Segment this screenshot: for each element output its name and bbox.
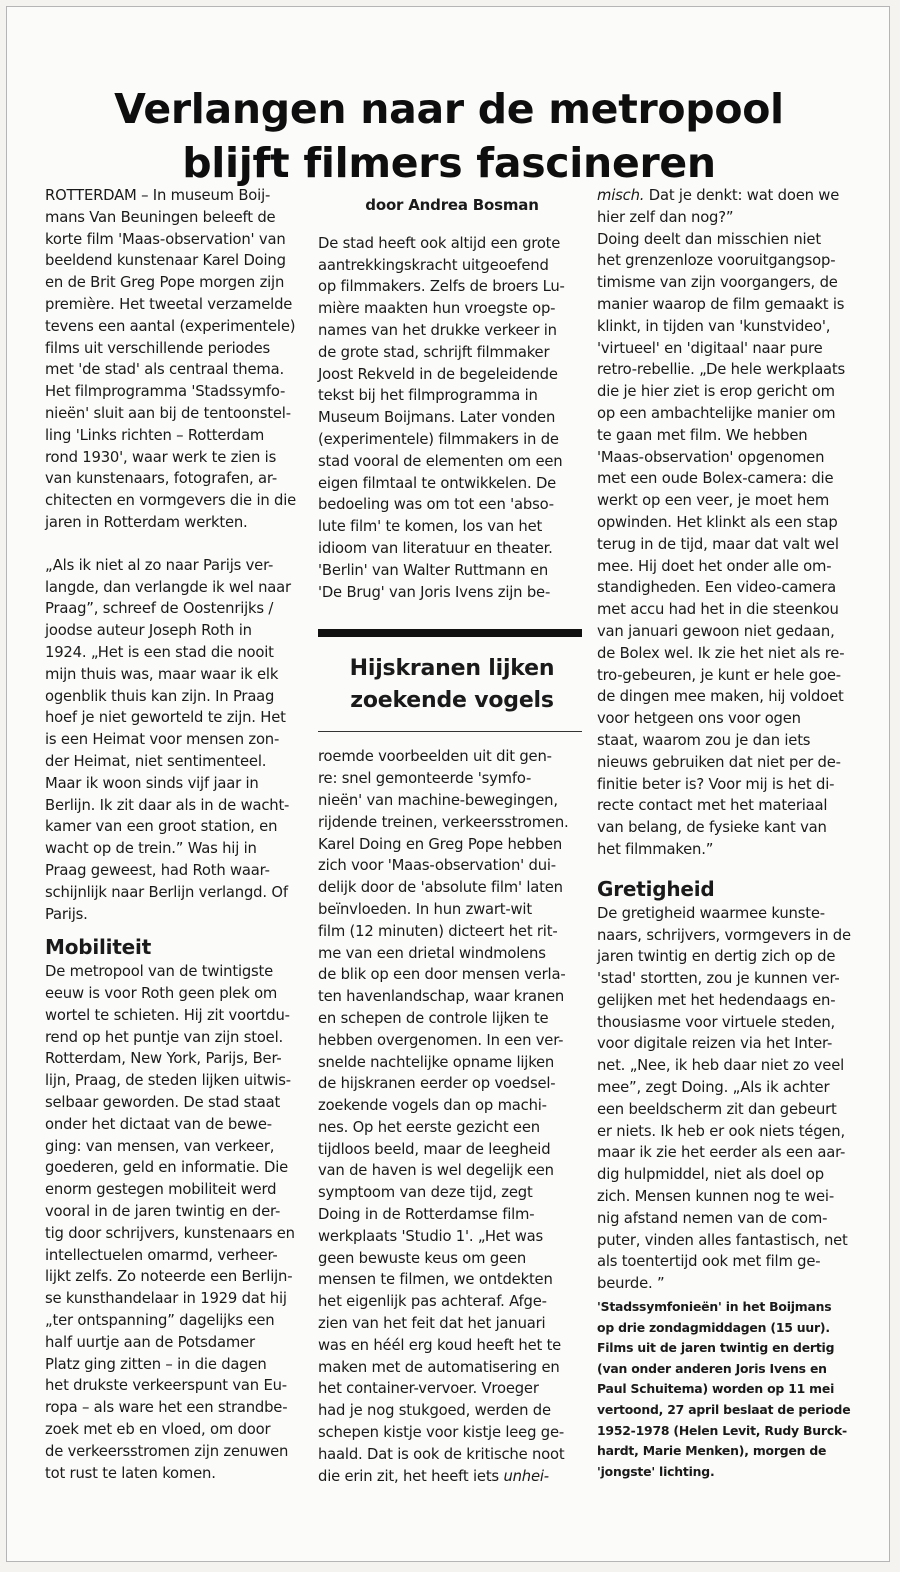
headline [7, 82, 891, 190]
text-line: de dingen mee maken, hij voldoet [597, 688, 844, 706]
text-line: delijk door de 'absolute film' laten [318, 879, 563, 897]
text-line: symptoom van deze tijd, zegt [318, 1184, 533, 1202]
text-line: Films uit de jaren twintig en dertig [597, 1340, 835, 1356]
text-line: wacht op de trein.” Was hij in [45, 840, 257, 858]
text-line: met 'de stad' als centraal thema. [45, 361, 284, 379]
text-line: me van een drietal windmolens [318, 944, 546, 962]
text-line: te gaan met film. We hebben [597, 426, 808, 444]
text-line: hardt, Marie Menken), morgen de [597, 1443, 827, 1459]
paragraph-mobiliteit [45, 961, 307, 1484]
text-line: standigheden. Een video-camera [597, 579, 837, 597]
paragraph-intro [45, 185, 307, 534]
text-line: (experimentele) filmmakers in de [318, 430, 559, 448]
text-line: 'stad' stortten, zou je kunnen ver- [597, 970, 840, 988]
text-line: Doing deelt dan misschien niet [597, 230, 821, 248]
text-line: mee”, zegt Doing. „Als ik achter [597, 1079, 830, 1097]
text-line: de verkeersstromen zijn zenuwen [45, 1442, 289, 1460]
text-line: en de Brit Greg Pope morgen zijn [45, 274, 285, 292]
text-line: snelde nachtelijke opname lijken [318, 1053, 555, 1071]
text-line: eigen filmtaal te ontwikkelen. De [318, 474, 557, 492]
text-line: première. Het tweetal verzamelde [45, 295, 293, 313]
text-line: bedoeling was om tot een 'abso- [318, 496, 554, 514]
text-line: ROTTERDAM – In museum Boij- [45, 187, 271, 204]
text-line: 'Stadssymfonieën' in het Boijmans [597, 1299, 832, 1315]
text-line: goederen, geld en informatie. Die [45, 1159, 289, 1177]
text-line: het container-vervoer. Vroeger [318, 1380, 539, 1398]
text-line: op filmmakers. Zelfs de broers Lu- [318, 278, 565, 296]
paragraph-examples [318, 746, 586, 1487]
text-line: mans Van Beuningen beleeft de [45, 208, 276, 226]
text-line: film (12 minuten) dicteert het rit- [318, 922, 558, 940]
text-line: schepen kistje voor kistje leeg ge- [318, 1424, 565, 1442]
text-line: lute film' te komen, los van het [318, 518, 543, 536]
text-line: op een ambachtelijke manier om [597, 404, 836, 422]
text-line: finitie beter is? Voor mij is het di- [597, 775, 835, 793]
text-line: de grote stad, schrijft filmmaker [318, 343, 550, 361]
text-line: joodse auteur Joseph Roth in [45, 622, 252, 640]
text-line: Praag”, schreef de Oostenrijks / [45, 600, 274, 618]
text-line: van januari gewoon niet gedaan, [597, 622, 835, 640]
text-line: Platz ging zitten – in die dagen [45, 1355, 267, 1373]
text-line: Parijs. [45, 905, 88, 923]
text-line: er niets. Ik heb er ook niets tégen, [597, 1122, 845, 1140]
text-line: films uit verschillende periodes [45, 339, 270, 357]
text-line: beeldend kunstenaar Karel Doing [45, 252, 286, 270]
text-line: mensen te filmen, we ontdekten [318, 1271, 553, 1289]
text-line: schijnlijk naar Berlijn verlangd. Of [45, 883, 288, 901]
text-line: re: snel gemonteerde 'symfo- [318, 770, 532, 788]
text-fragment: Dat je denkt: wat doen we [644, 187, 840, 204]
text-line: rend op het puntje van zijn stoel. [45, 1028, 283, 1046]
text-line: tro-gebeuren, je kunt er hele goe- [597, 666, 841, 684]
text-line: half uurtje aan de Potsdamer [45, 1333, 255, 1351]
text-line: hier zelf dan nog?” [597, 208, 734, 226]
text-line: die je hier ziet is erop gericht om [597, 383, 835, 401]
column-1 [45, 185, 307, 1484]
text-line: 'jongste' lichting. [597, 1463, 715, 1479]
subhead-mobiliteit: Mobiliteit [45, 935, 152, 960]
headline-line: blijft filmers fascineren [182, 139, 716, 188]
text-line: tevens een aantal (experimentele) [45, 317, 296, 335]
text-line: recte contact met het materiaal [597, 797, 828, 815]
text-line: werkplaats 'Studio 1'. „Het was [318, 1227, 544, 1245]
text-line: het eigenlijk pas achteraf. Afge- [318, 1293, 547, 1311]
text-line: beurde. ” [597, 1275, 665, 1293]
text-line: chitecten en vormgevers die in die [45, 492, 297, 510]
text-line: zich voor 'Maas-observation' dui- [318, 857, 556, 875]
text-line: De gretigheid waarmee kunste- [597, 904, 825, 922]
text-line: stad vooral de elementen om een [318, 452, 563, 470]
text-line: aantrekkingskracht uitgeoefend [318, 256, 549, 274]
text-line: lijn, Praag, de steden lijken uitwis- [45, 1072, 291, 1090]
headline-line: Verlangen naar de metropool [114, 85, 784, 134]
text-line: De metropool van de twintigste [45, 963, 274, 981]
text-line: Karel Doing en Greg Pope hebben [318, 835, 563, 853]
text-line: jaren in Rotterdam werkten. [45, 513, 248, 531]
text-line: rond 1930', waar werk te zien is [45, 448, 277, 466]
divider-bar [318, 629, 582, 637]
text-line: ling 'Links richten – Rotterdam [45, 426, 265, 444]
text-line: op drie zondagmiddagen (15 uur). [597, 1319, 830, 1335]
text-line: de Bolex wel. Ik zie het niet als re- [597, 644, 845, 662]
paragraph-attraction [318, 233, 586, 604]
text-line: haald. Dat is ook de kritische noot [318, 1445, 565, 1463]
text-line: nig afstand nemen van de com- [597, 1209, 828, 1227]
text-line: van kunstenaars, fotografen, ar- [45, 470, 278, 488]
text-line: gelijken met het hedendaags en- [597, 991, 836, 1009]
text-line: se kunsthandelaar in 1929 dat hij [45, 1290, 287, 1308]
italic-word: unhei- [503, 1467, 549, 1485]
text-line: (van onder anderen Joris Ivens en [597, 1360, 827, 1376]
text-line: lijkt zelfs. Zo noteerde een Berlijn- [45, 1268, 293, 1286]
text-line: Praag geweest, had Roth waar- [45, 861, 270, 879]
text-line: timisme van zijn voorgangers, de [597, 274, 838, 292]
text-line: tot rust te laten komen. [45, 1464, 216, 1482]
text-line: onder het dictaat van de bewe- [45, 1115, 272, 1133]
text-line: met een oude Bolex-camera: die [597, 470, 834, 488]
byline: door Andrea Bosman [365, 196, 539, 214]
text-line: de hijskranen eerder op voedsel- [318, 1075, 556, 1093]
text-line: names van het drukke verkeer in [318, 321, 557, 339]
text-line: „ter ontspanning” dagelijks een [45, 1312, 275, 1330]
text-line: wortel te schieten. Hij zit voortdu- [45, 1006, 290, 1024]
text-line: nieuws gebruiken dat niet per de- [597, 753, 841, 771]
text-line: der Heimat, niet sentimenteel. [45, 752, 267, 770]
text-line: rijdende treinen, verkeersstromen. [318, 813, 569, 831]
paragraph-gretigheid [597, 903, 865, 1295]
text-line: zoek met eb en vloed, om door [45, 1421, 271, 1439]
box-headline [318, 653, 586, 717]
column-2 [318, 185, 586, 1487]
text-line: tijdloos beeld, maar de leegheid [318, 1140, 551, 1158]
text-line: terug in de tijd, maar dat valt wel [597, 535, 839, 553]
text-line: kamer van een groot station, en [45, 818, 278, 836]
text-line: nes. Op het eerste gezicht een [318, 1118, 540, 1136]
text-line: Paul Schuitema) worden op 11 mei [597, 1381, 835, 1397]
text-line: geen bewuste keus om geen [318, 1249, 527, 1267]
text-line: Museum Boijmans. Later vonden [318, 409, 556, 427]
text-line: ogenblik thuis kan zijn. In Praag [45, 687, 275, 705]
text-line: en schepen de controle lijken te [318, 1009, 549, 1027]
text-line: nieën' van machine-bewegingen, [318, 791, 558, 809]
text-line: Rotterdam, New York, Parijs, Ber- [45, 1050, 282, 1068]
text-line: 'virtueel' en 'digitaal' naar pure [597, 339, 823, 357]
text-line: had je nog stukgoed, werden de [318, 1402, 551, 1420]
text-line: korte film 'Maas-observation' van [45, 230, 286, 248]
text-line: klinkt, in tijden van 'kunstvideo', [597, 317, 831, 335]
text-line: van belang, de fysieke kant van [597, 819, 827, 837]
box-headline-line: Hijskranen lijken [349, 656, 555, 682]
paragraph-roth-quote [45, 555, 307, 926]
text-line: maar ik zie het eerder als een aar- [597, 1144, 846, 1162]
text-line: Het filmprogramma 'Stadssymfo- [45, 383, 286, 401]
text-line: mière maakten hun vroegste op- [318, 300, 556, 318]
text-line: mee. Hij doet het onder alle om- [597, 557, 832, 575]
text-line: tekst bij het filmprogramma in [318, 387, 538, 405]
text-line: roemde voorbeelden uit dit gen- [318, 748, 552, 766]
text-line: De stad heeft ook altijd een grote [318, 234, 561, 252]
text-line: intellectuelen omarmd, verheer- [45, 1246, 278, 1264]
text-line: mijn thuis was, maar waar ik elk [45, 665, 279, 683]
text-line: opwinden. Het klinkt als een stap [597, 513, 838, 531]
text-line: 1952-1978 (Helen Levit, Rudy Burck- [597, 1422, 847, 1438]
text-line: werkt op een veer, je moet hem [597, 492, 830, 510]
text-line: selbaar geworden. De stad staat [45, 1094, 281, 1112]
text-line: voor hetgeen ons voor ogen [597, 710, 801, 728]
text-line: van de haven is wel degelijk een [318, 1162, 554, 1180]
text-line: is een Heimat voor mensen zon- [45, 731, 280, 749]
text-line: ging: van mensen, van verkeer, [45, 1137, 275, 1155]
text-line: het grenzenloze vooruitgangsop- [597, 252, 836, 270]
text-line: voor digitale reizen via het Inter- [597, 1035, 833, 1053]
text-line: thousiasme voor virtuele steden, [597, 1013, 836, 1031]
italic-word: misch. [597, 187, 645, 204]
paragraph-bolex [597, 185, 865, 861]
text-line: langde, dan verlangde ik wel naar [45, 578, 291, 596]
text-line: tig door schrijvers, kunstenaars en [45, 1224, 295, 1242]
text-line: nieën' sluit aan bij de tentoonstel- [45, 404, 291, 422]
box-headline-line: zoekende vogels [350, 688, 554, 714]
text-line: hoef je niet geworteld te zijn. Het [45, 709, 286, 727]
text-line: het filmmaken.” [597, 840, 714, 858]
subhead-gretigheid: Gretigheid [597, 876, 715, 901]
text-line: 1924. „Het is een stad die nooit [45, 643, 274, 661]
text-line: beïnvloeden. In hun zwart-wit [318, 900, 532, 918]
text-line: zien van het feit dat het januari [318, 1315, 546, 1333]
text-line: als toentertijd ook met film ge- [597, 1253, 821, 1271]
text-line: „Als ik niet al zo naar Parijs ver- [45, 556, 274, 574]
newspaper-page [6, 6, 890, 1562]
text-line: staat, waarom zou je dan iets [597, 731, 811, 749]
text-line: naars, schrijvers, vormgevers in de [597, 926, 851, 944]
text-line: idioom van literatuur en theater. [318, 539, 553, 557]
text-line: het drukste verkeerspunt van Eu- [45, 1377, 287, 1395]
text-line: 'Maas-observation' opgenomen [597, 448, 825, 466]
text-line: 'De Brug' van Joris Ivens zijn be- [318, 583, 551, 601]
text-line: de blik op een door mensen verla- [318, 966, 566, 984]
text-line: net. „Nee, ik heb daar niet zo veel [597, 1057, 845, 1075]
text-line: enorm gestegen mobiliteit werd [45, 1181, 277, 1199]
text-line: Joost Rekveld in de begeleidende [318, 365, 558, 383]
text-line: Doing in de Rotterdamse film- [318, 1206, 535, 1224]
text-line: hebben overgenomen. In een ver- [318, 1031, 564, 1049]
text-line: met accu had het in die steenkou [597, 601, 839, 619]
text-line: jaren twintig en dertig zich op de [597, 948, 836, 966]
text-line: Berlijn. Ik zit daar als in de wacht- [45, 796, 290, 814]
text-line: zoekende vogels dan op machi- [318, 1097, 547, 1115]
text-line: die erin zit, het heeft iets [318, 1467, 504, 1485]
text-line: ropa – als ware het een strandbe- [45, 1399, 288, 1417]
text-line: zich. Mensen kunnen nog te wei- [597, 1188, 834, 1206]
text-line: manier waarop de film gemaakt is [597, 295, 845, 313]
divider-line [318, 731, 582, 732]
text-line: was en héél erg koud heeft het te [318, 1336, 562, 1354]
text-line: dig hulpmiddel, niet als doel op [597, 1166, 824, 1184]
text-line: 'Berlin' van Walter Ruttmann en [318, 561, 549, 579]
text-line: vertoond, 27 april beslaat de periode [597, 1402, 851, 1418]
text-line: eeuw is voor Roth geen plek om [45, 985, 278, 1003]
text-line: maken met de automatisering en [318, 1358, 560, 1376]
text-line: puter, vinden alles fantastisch, net [597, 1231, 848, 1249]
program-info [597, 1297, 865, 1482]
text-line: Maar ik woon sinds vijf jaar in [45, 774, 259, 792]
text-line: retro-rebellie. „De hele werkplaats [597, 361, 846, 379]
text-line: vooral in de jaren twintig en der- [45, 1203, 281, 1221]
text-line: een beeldscherm zit dan gebeurt [597, 1100, 837, 1118]
text-line: ten havenlandschap, waar kranen [318, 988, 565, 1006]
column-3 [597, 185, 865, 1482]
